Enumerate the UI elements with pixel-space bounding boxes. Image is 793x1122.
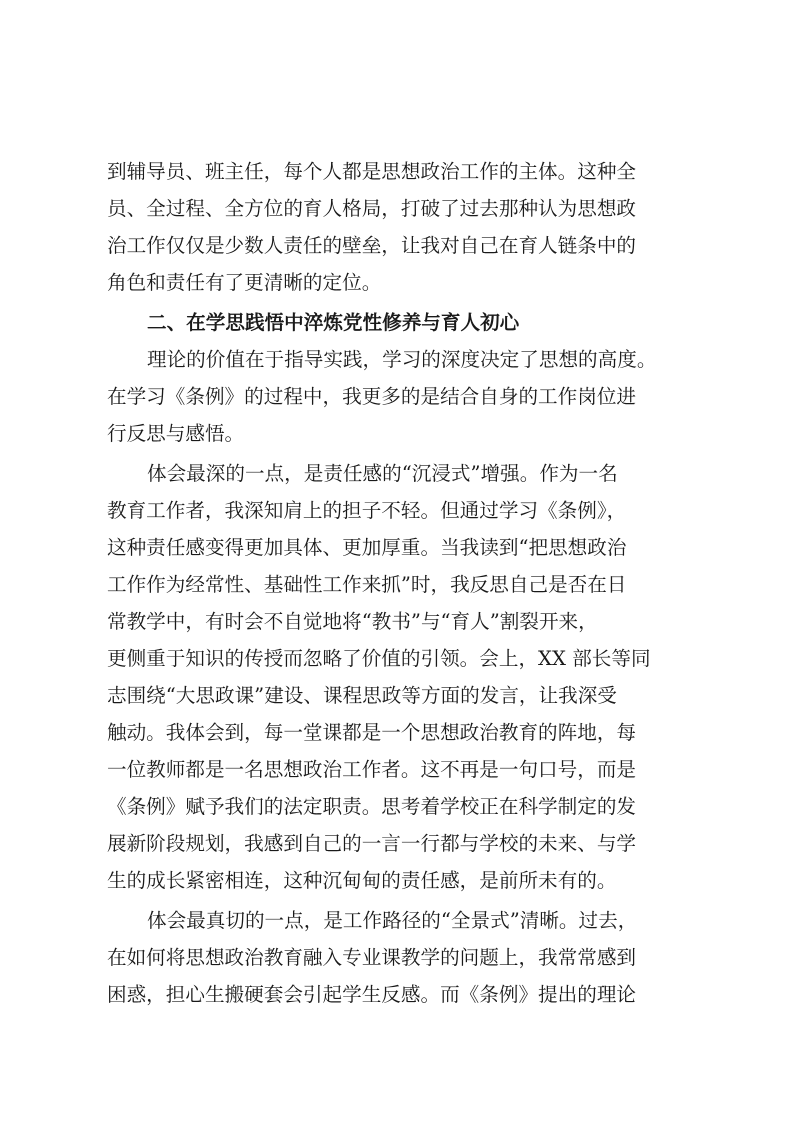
- paragraph-line: 生的成长紧密相连，这种沉甸甸的责任感，是前所未有的。: [107, 869, 617, 892]
- paragraph-line: 展新阶段规划，我感到自己的一言一行都与学校的未来、与学: [107, 832, 637, 855]
- paragraph-line: 角色和责任有了更清晰的定位。: [107, 271, 382, 294]
- paragraph-line: 触动。我体会到，每一堂课都是一个思想政治教育的阵地，每: [107, 721, 637, 744]
- paragraph-line: 志围绕“大思政课”建设、课程思政等方面的发言，让我深受: [107, 684, 617, 707]
- paragraph-line: 行反思与感悟。: [107, 422, 245, 445]
- paragraph-line: 困惑，担心生搬硬套会引起学生反感。而《条例》提出的理论: [107, 983, 637, 1006]
- paragraph-line: 这种责任感变得更加具体、更加厚重。当我读到“把思想政治: [107, 536, 627, 559]
- paragraph-line: 治工作仅仅是少数人责任的壁垒，让我对自己在育人链条中的: [107, 234, 637, 257]
- paragraph-line: 工作作为经常性、基础性工作来抓”时，我反思自己是否在日: [107, 573, 627, 596]
- paragraph-line: 更侧重于知识的传授而忽略了价值的引领。会上，XX 部长等同: [107, 647, 651, 670]
- paragraph-line: 《条例》赋予我们的法定职责。思考着学校正在科学制定的发: [107, 795, 637, 818]
- paragraph-line: 体会最深的一点，是责任感的“沉浸式”增强。作为一名: [147, 462, 618, 485]
- paragraph-line: 到辅导员、班主任，每个人都是思想政治工作的主体。这种全: [107, 160, 637, 183]
- paragraph-line: 体会最真切的一点，是工作路径的“全景式”清晰。过去，: [147, 909, 638, 932]
- section-heading: 二、在学思践悟中淬炼党性修养与育人初心: [147, 311, 520, 334]
- paragraph-line: 一位教师都是一名思想政治工作者。这不再是一句口号，而是: [107, 758, 637, 781]
- paragraph-line: 在学习《条例》的过程中，我更多的是结合自身的工作岗位进: [107, 385, 637, 408]
- paragraph-line: 教育工作者，我深知肩上的担子不轻。但通过学习《条例》，: [107, 499, 627, 522]
- paragraph-line: 员、全过程、全方位的育人格局，打破了过去那种认为思想政: [107, 197, 637, 220]
- paragraph-line: 常教学中，有时会不自觉地将“教书”与“育人”割裂开来，: [107, 610, 598, 633]
- paragraph-line: 理论的价值在于指导实践，学习的深度决定了思想的高度。: [147, 348, 657, 371]
- paragraph-line: 在如何将思想政治教育融入专业课教学的问题上，我常常感到: [107, 946, 637, 969]
